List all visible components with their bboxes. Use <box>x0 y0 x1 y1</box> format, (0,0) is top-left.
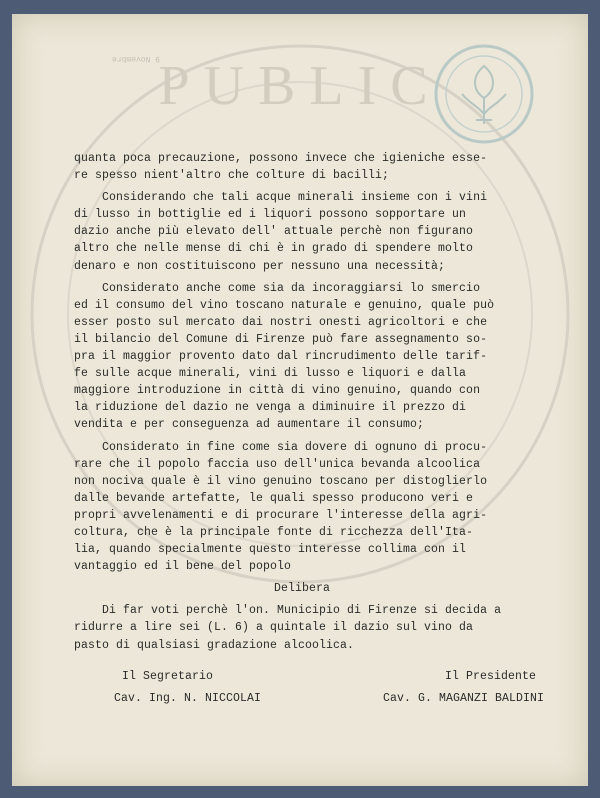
document-page <box>12 14 588 786</box>
text-line: Considerato anche come sia da incoraggiarsi lo smercio <box>74 281 481 295</box>
signature-names <box>74 690 544 707</box>
text-line: pra il maggior provento dato dal rincrudimento delle tarif- <box>74 350 488 364</box>
watermark-text: PUBLIC <box>158 55 442 117</box>
text-line: lia, quando specialmente questo interesse collima con il <box>74 543 467 557</box>
secretary-role: Il Segretario <box>122 669 214 683</box>
text-line: ed il consumo del vino toscano naturale e genuino, quale può <box>74 298 495 312</box>
president-name: Cav. G. MAGANZI BALDINI <box>382 691 544 705</box>
text-line: ridurre a lire sei (L. 6) a quintale il dazio sul vino da <box>74 621 474 635</box>
text-line: Di far voti perchè l'on. Municipio di Firenze si decida a <box>74 604 502 618</box>
ghost-text: 9 Novembre <box>112 54 161 63</box>
text-line: vantaggio ed il bene del popolo <box>74 560 292 574</box>
text-line: esser posto sul mercato dai nostri onesti agricoltori e che <box>74 315 488 329</box>
text-line: re spesso nient'altro che colture di bacilli; <box>74 169 390 183</box>
text-line: non nociva quale è il vino genuino toscano per distoglierlo <box>74 474 488 488</box>
text-line: coltura, che è la principale fonte di ricchezza dell'Ita- <box>74 525 474 539</box>
text-line: Considerando che tali acque minerali insieme con i vini <box>74 191 488 205</box>
text-line: la riduzione del dazio ne venga a diminuire il prezzo di <box>74 401 467 415</box>
president-role: Il Presidente <box>444 669 536 683</box>
delibera-heading: Delibera <box>274 582 331 596</box>
text-line: dazio anche più elevato dell' attuale perchè non figurano <box>74 225 474 239</box>
paragraph-2 <box>74 189 544 274</box>
text-line: il bilancio del Comune di Firenze può fare assegnamento so- <box>74 332 488 346</box>
seal-icon <box>432 42 536 146</box>
paragraph-3 <box>74 280 544 434</box>
text-line: propri avvelenamenti e di procurare l'interesse della agri- <box>74 508 488 522</box>
text-line: maggiore introduzione in città di vino genuino, quando con <box>74 384 481 398</box>
text-line: pasto di qualsiasi gradazione alcoolica. <box>74 638 355 652</box>
text-line: Considerato in fine come sia dovere di ognuno di procu- <box>74 440 488 454</box>
text-line: rare che il popolo faccia uso dell'unica bevanda alcoolica <box>74 457 481 471</box>
resolution <box>74 602 544 653</box>
signature-roles <box>74 668 544 685</box>
document-body <box>74 150 544 707</box>
text-line: denaro e non costituiscono per nessuno una necessità; <box>74 259 446 273</box>
text-line: fe sulle acque minerali, vini di lusso e liquori e dalla <box>74 367 467 381</box>
paragraph-1 <box>74 150 544 184</box>
text-line: quanta poca precauzione, possono invece che igieniche esse- <box>74 152 488 165</box>
text-line: vendita e per conseguenza ad aumentare il consumo; <box>74 418 425 432</box>
text-line: altro che nelle mense di chi è in grado di spendere molto <box>74 242 474 256</box>
paragraph-4 <box>74 439 544 576</box>
text-line: di lusso in bottiglie ed i liquori possono sopportare un <box>74 208 467 222</box>
text-line: dalle bevande artefatte, le quali spesso producono veri e <box>74 491 474 505</box>
secretary-name: Cav. Ing. N. NICCOLAI <box>114 691 262 705</box>
